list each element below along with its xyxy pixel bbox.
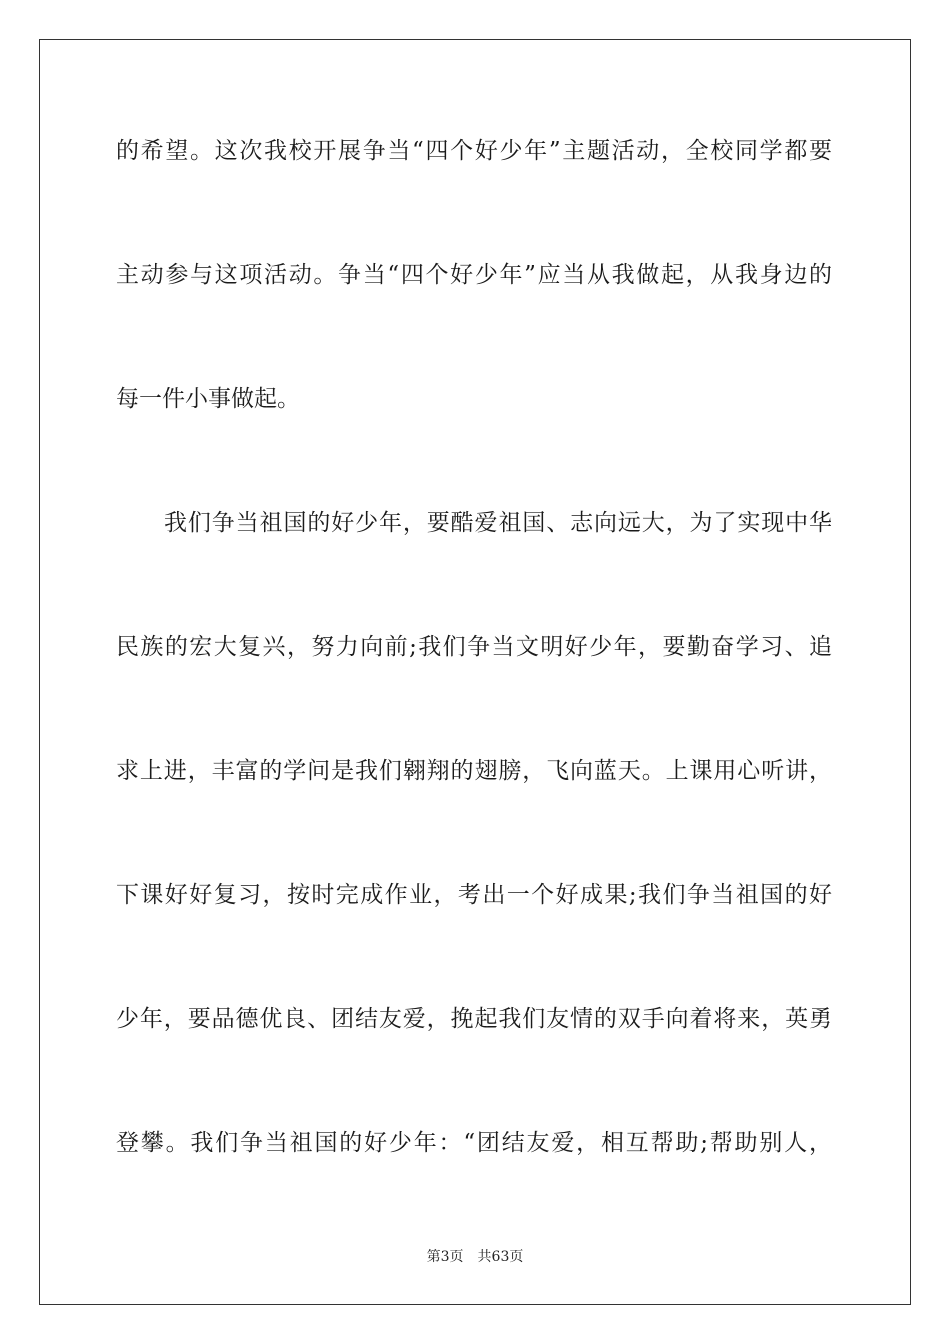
page-frame — [39, 39, 911, 1305]
body-text-line: 每一件小事做起。 — [116, 386, 300, 412]
body-text-line: 少年，要品德优良、团结友爱，挽起我们友情的双手向着将来，英勇 — [116, 1006, 832, 1032]
body-text-line: 主动参与这项活动。争当“四个好少年”应当从我做起，从我身边的 — [116, 262, 832, 288]
page-number: 第3页 — [426, 1249, 464, 1265]
paragraph-first-line: 我们争当祖国的好少年，要酷爱祖国、志向远大，为了实现中华 — [164, 510, 832, 536]
body-text-line: 的希望。这次我校开展争当“四个好少年”主题活动，全校同学都要 — [116, 138, 832, 164]
body-text-line: 求上进，丰富的学问是我们翱翔的翅膀，飞向蓝天。上课用心听讲， — [116, 758, 832, 784]
body-text-line: 登攀。我们争当祖国的好少年：“团结友爱，相互帮助;帮助别人， — [116, 1130, 832, 1156]
page-footer — [0, 1247, 950, 1267]
body-text-line: 民族的宏大复兴，努力向前;我们争当文明好少年，要勤奋学习、追 — [116, 634, 832, 660]
total-pages: 共63页 — [477, 1249, 524, 1265]
body-text-line: 下课好好复习，按时完成作业，考出一个好成果;我们争当祖国的好 — [116, 882, 832, 908]
